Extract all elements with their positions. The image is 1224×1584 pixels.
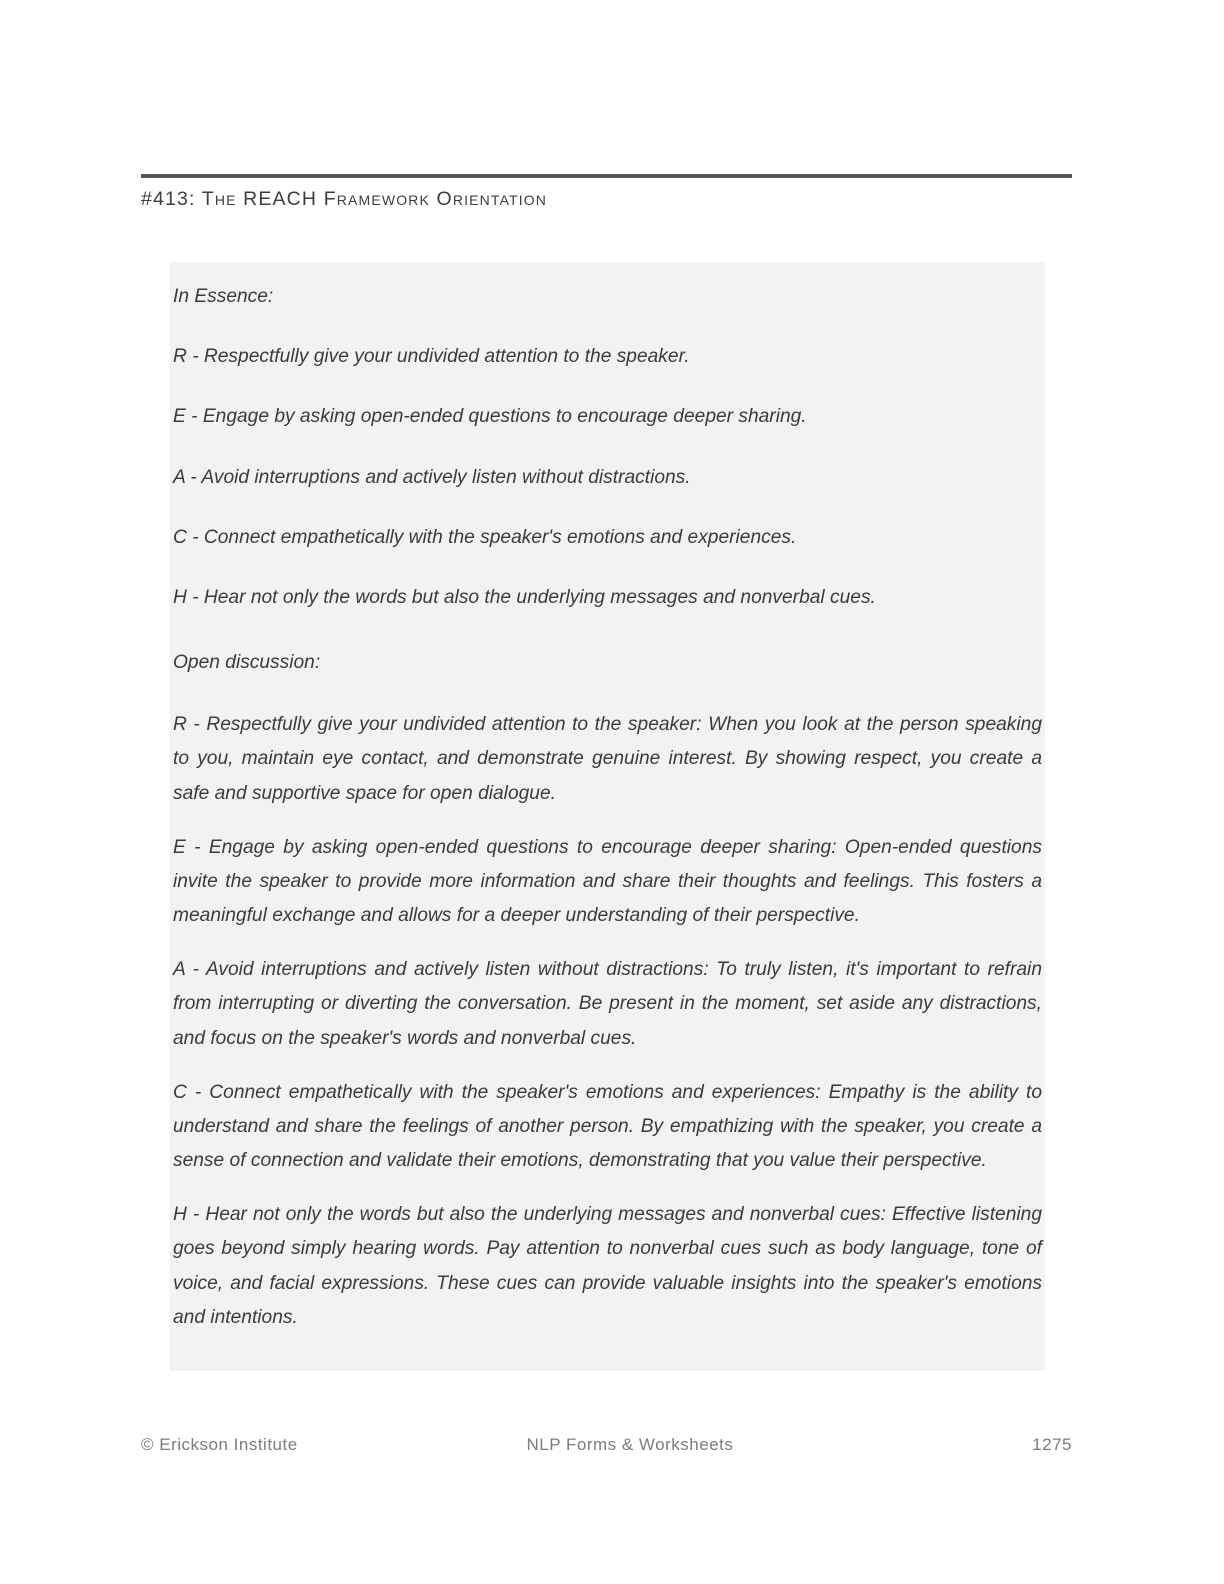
in-essence-item-h: H - Hear not only the words but also the underlying messages and nonverbal cues. — [173, 586, 876, 608]
header-divider-rule — [141, 174, 1072, 178]
in-essence-block — [170, 262, 1045, 645]
in-essence-item-e: E - Engage by asking open-ended questions to encourage deeper sharing. — [173, 406, 807, 428]
page-footer — [141, 1435, 1072, 1455]
footer-page-number: 1275 — [1032, 1435, 1072, 1454]
in-essence-content — [170, 280, 1045, 615]
open-discussion-item-h: H - Hear not only the words but also the underlying messages and nonverbal cues: Effective listening goes beyond simply hearing words. Pay attention to nonverbal cues such as body language, tone of voice, and facial expressions. These cues can provide valuable insights into the speaker's emotions and intentions. — [173, 1204, 1042, 1328]
open-discussion-heading: Open discussion: — [173, 652, 321, 673]
footer-copyright: © Erickson Institute — [141, 1435, 298, 1454]
footer-series-title: NLP Forms & Worksheets — [526, 1435, 734, 1454]
open-discussion-item-c: C - Connect empathetically with the speaker's emotions and experiences: Empathy is the ability to understand and share the feelings of another person. By empathizing with the speaker, you create a sense of connection and validate their emotions, demonstrating that you value their perspective. — [173, 1081, 1042, 1172]
page-title: #413: The REACH Framework Orientation — [141, 188, 548, 210]
open-discussion-block — [170, 618, 1045, 1371]
open-discussion-content — [170, 646, 1045, 1335]
open-discussion-item-r: R - Respectfully give your undivided attention to the speaker: When you look at the person speaking to you, maintain eye contact, and demonstrate genuine interest. By showing respect, you create a safe and supportive space for open dialogue. — [173, 714, 1042, 804]
in-essence-item-r: R - Respectfully give your undivided attention to the speaker. — [173, 346, 690, 368]
open-discussion-item-e: E - Engage by asking open-ended questions to encourage deeper sharing: Open-ended questions invite the speaker to provide more information and share their thoughts and feelings. This fosters a meaningful exchange and allows for a deeper understanding of their perspective. — [173, 836, 1042, 927]
in-essence-item-a: A - Avoid interruptions and actively listen without distractions. — [173, 466, 691, 488]
open-discussion-item-a: A - Avoid interruptions and actively listen without distractions: To truly listen, it's important to refrain from interrupting or diverting the conversation. Be present in the moment, set aside any distractions, and focus on the speaker's words and nonverbal cues. — [173, 959, 1042, 1049]
page-header — [141, 174, 1072, 211]
in-essence-heading: In Essence: — [173, 286, 274, 307]
in-essence-item-c: C - Connect empathetically with the speaker's emotions and experiences. — [173, 526, 797, 548]
